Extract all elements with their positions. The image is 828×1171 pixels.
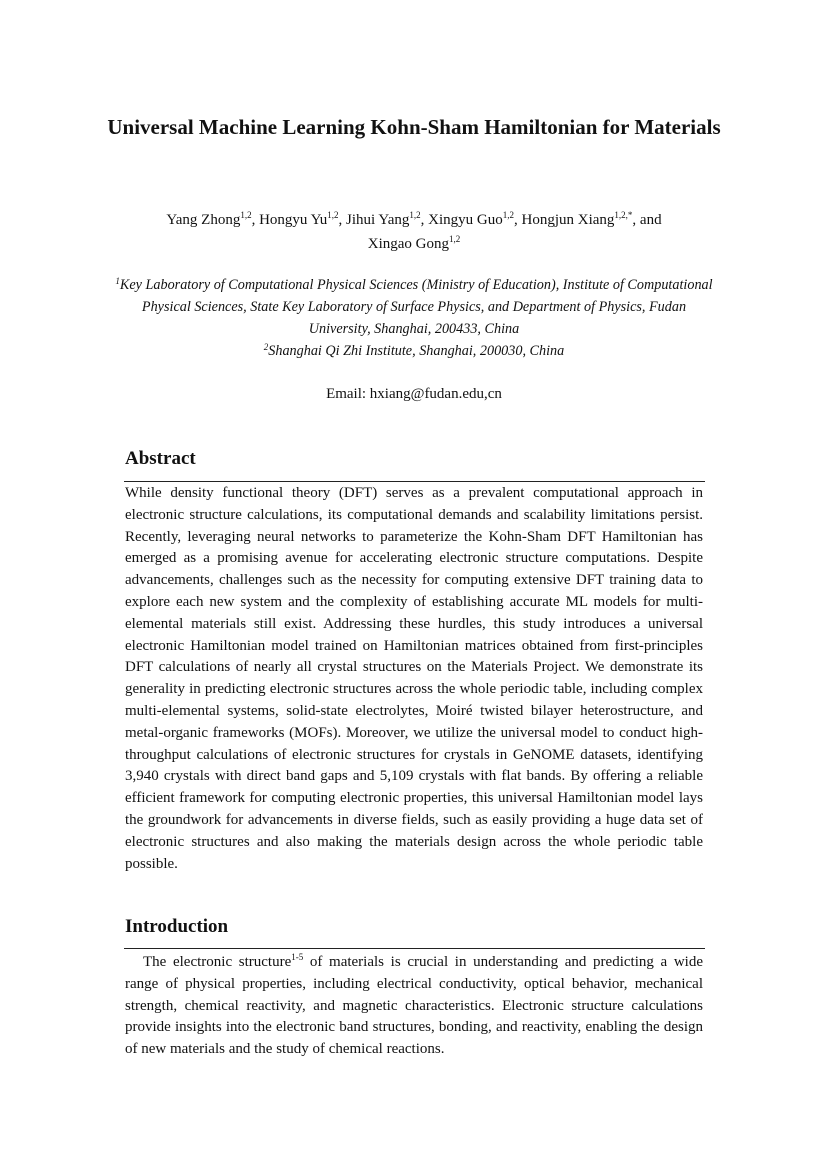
introduction-heading: Introduction (125, 916, 229, 937)
corresponding-email: Email: hxiang@fudan.edu,cn (326, 386, 502, 402)
abstract-text: While density functional theory (DFT) serves as a prevalent computational approach in electronic structure calculations, its computational demands and scalability limitations persist. Recently, leveraging neural networks to parameterize the Kohn-Sham DFT Hamiltonian has emerged as a promising avenue for accelerating electronic structure computations. Despite advancements, challenges such as the necessity for computing extensive DFT training data to explore each new system and the complexity of establishing accurate ML models for multi-elemental materials still exist. Addressing these hurdles, this study introduces a universal electronic Hamiltonian model trained on Hamiltonian matrices obtained from first-principles DFT calculations of nearly all crystal structures on the Materials Project. We demonstrate its generality in predicting electronic structures across the whole periodic table, including complex multi-elemental systems, solid-state electrolytes, Moiré twisted bilayer heterostructure, and metal-organic frameworks (MOFs). Moreover, we utilize the universal model to conduct high-throughput calculations of electronic structures for crystals in GeNOME datasets, identifying 3,940 crystals with direct band gaps and 5,109 crystals with flat bands. By offering a reliable efficient framework for computing electronic properties, this universal Hamiltonian model lays the groundwork for advancements in diverse fields, such as easily providing a huge data set of electronic structures and also making the materials design across the whole periodic table possible. (125, 485, 703, 872)
affiliation: $^2$Shanghai Qi Zhi Institute, Shanghai, 200030, China (263, 342, 565, 359)
citation: 1-5 (291, 952, 304, 962)
introduction-text: The electronic structure$^{1-5}$ of materials is crucial in understanding and predicting a wide range of physical properties, including electrical conductivity, optical behavior, mechanical strength, chemical reactivity, and magnetic characteristics. Electronic structure calculations provide insights into the electronic band structures, bonding, and reactivity, enabling the design of new materials and the study of chemical reactions. (125, 952, 703, 1058)
abstract-divider (124, 481, 705, 482)
paper-title: Universal Machine Learning Kohn-Sham Hamiltonian for Materials (107, 115, 721, 139)
introduction-divider (124, 948, 705, 949)
affiliation: $^1$Key Laboratory of Computational Physical Sciences (Ministry of Education), Institute of Computational Physical Sciences, State Key Laboratory of Surface Physics, and Department of Physics, Fudan University, Shanghai, 200433, China (115, 276, 713, 337)
author: Hongjun Xiang$^{1,2,*}$, and (521, 210, 662, 228)
author: Jihui Yang$^{1,2}$, (346, 210, 429, 228)
author: Hongyu Yu$^{1,2}$, (259, 210, 347, 228)
abstract-heading: Abstract (125, 448, 196, 469)
author: Xingyu Guo$^{1,2}$, (428, 210, 522, 228)
author: Xingao Gong$^{1,2}$ (367, 234, 461, 252)
author-list (100, 208, 728, 256)
author: Yang Zhong$^{1,2}$, (166, 210, 260, 228)
affiliations (110, 274, 718, 362)
